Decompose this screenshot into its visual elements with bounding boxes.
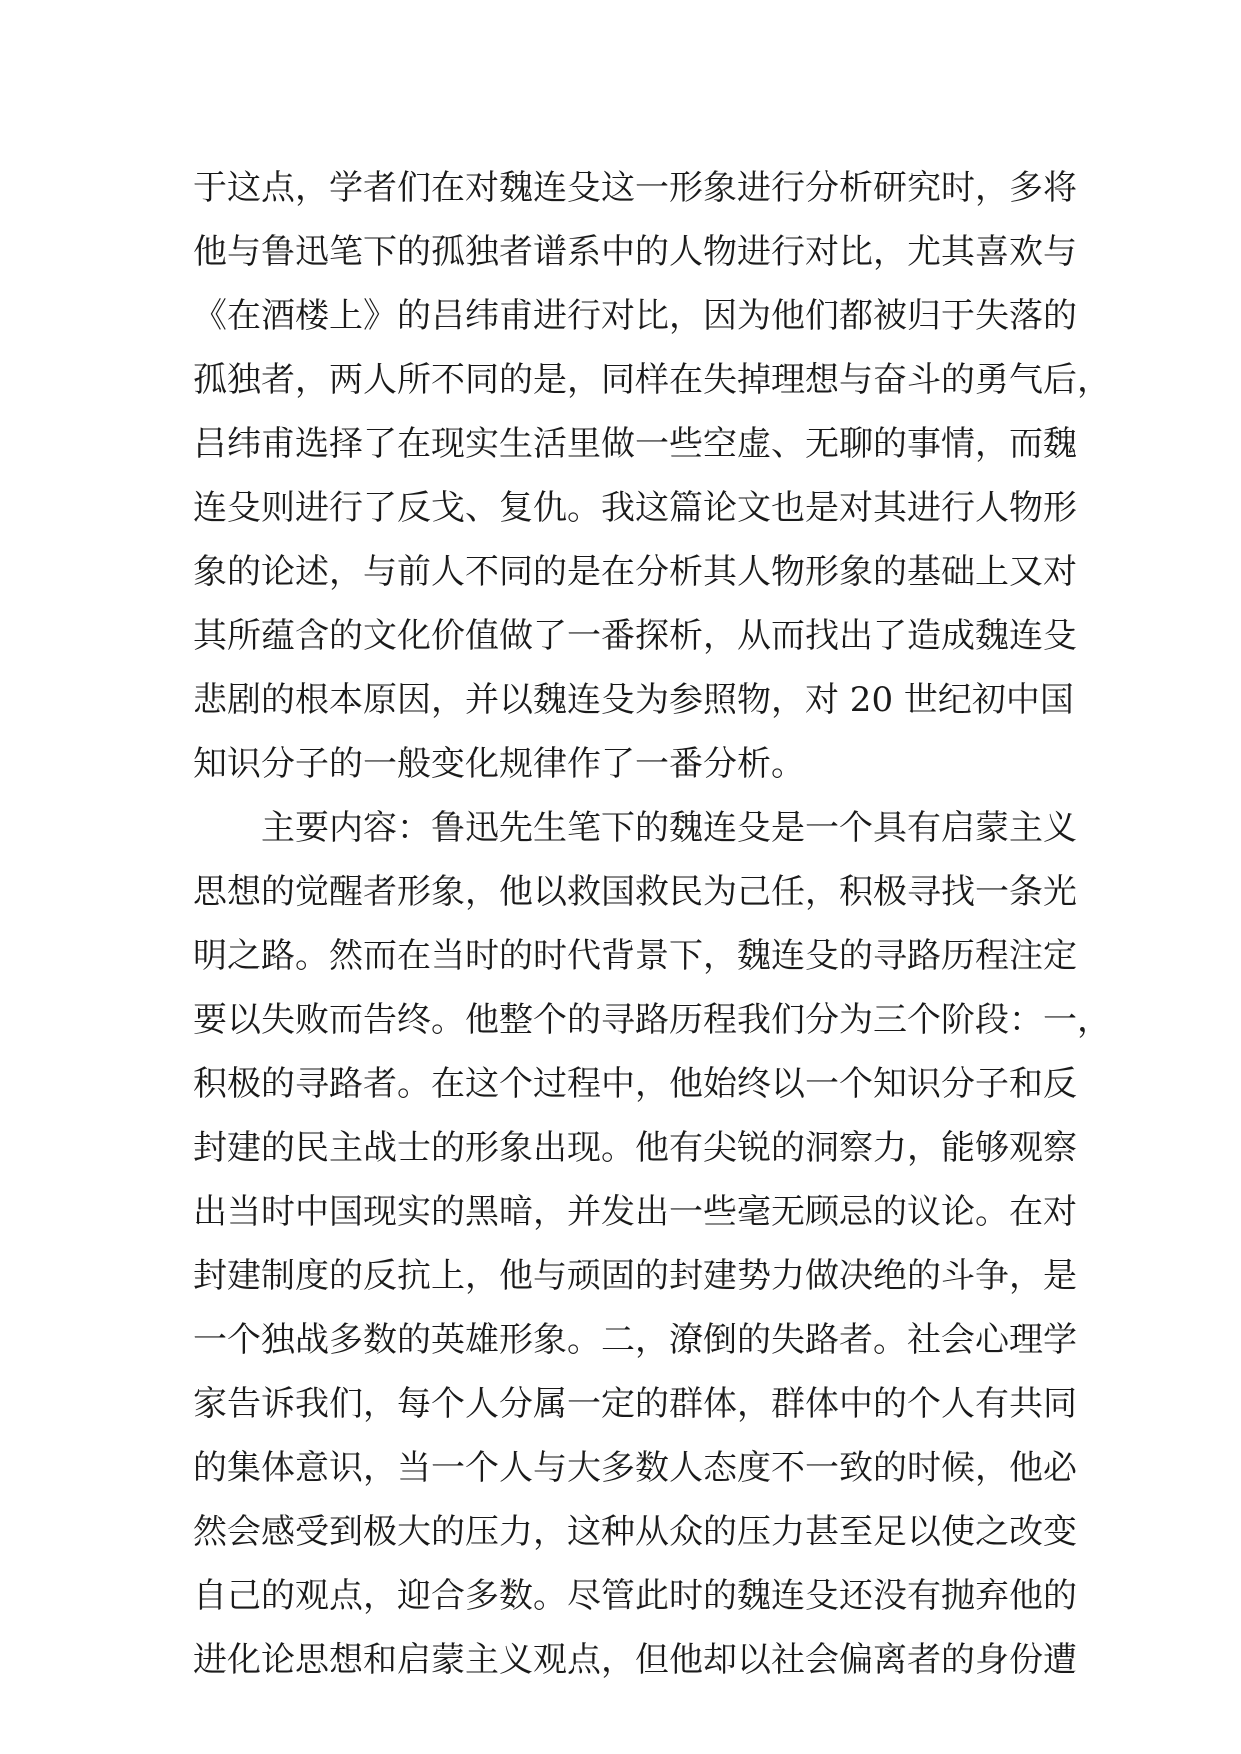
- text-line: 他与鲁迅笔下的孤独者谱系中的人物进行对比，尤其喜欢与: [193, 232, 1077, 272]
- text-line: 知识分子的一般变化规律作了一番分析。: [193, 744, 805, 784]
- text-line: 思想的觉醒者形象，他以救国救民为己任，积极寻找一条光: [193, 872, 1077, 912]
- text-line: 悲剧的根本原因，并以魏连殳为参照物，对 20 世纪初中国: [193, 680, 1074, 720]
- text-line: 封建的民主战士的形象出现。他有尖锐的洞察力，能够观察: [193, 1128, 1077, 1168]
- text-line: 主要内容：鲁迅先生笔下的魏连殳是一个具有启蒙主义: [261, 808, 1077, 848]
- text-line: 然会感受到极大的压力，这种从众的压力甚至足以使之改变: [193, 1512, 1077, 1552]
- paragraph-1: [193, 156, 1111, 796]
- text-line: 出当时中国现实的黑暗，并发出一些毫无顾忌的议论。在对: [193, 1192, 1077, 1232]
- text-line: 明之路。然而在当时的时代背景下，魏连殳的寻路历程注定: [193, 936, 1077, 976]
- text-line: 一个独战多数的英雄形象。二，潦倒的失路者。社会心理学: [193, 1320, 1077, 1360]
- text-line: 封建制度的反抗上，他与顽固的封建势力做决绝的斗争，是: [193, 1256, 1077, 1296]
- text-line: 家告诉我们，每个人分属一定的群体，群体中的个人有共同: [193, 1384, 1077, 1424]
- text-line: 《在酒楼上》的吕纬甫进行对比，因为他们都被归于失落的: [193, 296, 1077, 336]
- text-line: 其所蕴含的文化价值做了一番探析，从而找出了造成魏连殳: [193, 616, 1077, 656]
- text-line: 象的论述，与前人不同的是在分析其人物形象的基础上又对: [193, 552, 1077, 592]
- text-line: 吕纬甫选择了在现实生活里做一些空虚、无聊的事情，而魏: [193, 424, 1077, 464]
- paragraph-2: [193, 796, 1111, 1692]
- text-line: 孤独者，两人所不同的是，同样在失掉理想与奋斗的勇气后，: [193, 360, 1111, 400]
- body-text: [193, 156, 1111, 1692]
- text-line: 要以失败而告终。他整个的寻路历程我们分为三个阶段：一，: [193, 1000, 1111, 1040]
- text-line: 连殳则进行了反戈、复仇。我这篇论文也是对其进行人物形: [193, 488, 1077, 528]
- text-line: 进化论思想和启蒙主义观点，但他却以社会偏离者的身份遭: [193, 1640, 1077, 1680]
- text-line: 积极的寻路者。在这个过程中，他始终以一个知识分子和反: [193, 1064, 1077, 1104]
- text-line: 自己的观点，迎合多数。尽管此时的魏连殳还没有抛弃他的: [193, 1576, 1077, 1616]
- text-line: 的集体意识，当一个人与大多数人态度不一致的时候，他必: [193, 1448, 1077, 1488]
- text-line: 于这点，学者们在对魏连殳这一形象进行分析研究时，多将: [193, 168, 1077, 208]
